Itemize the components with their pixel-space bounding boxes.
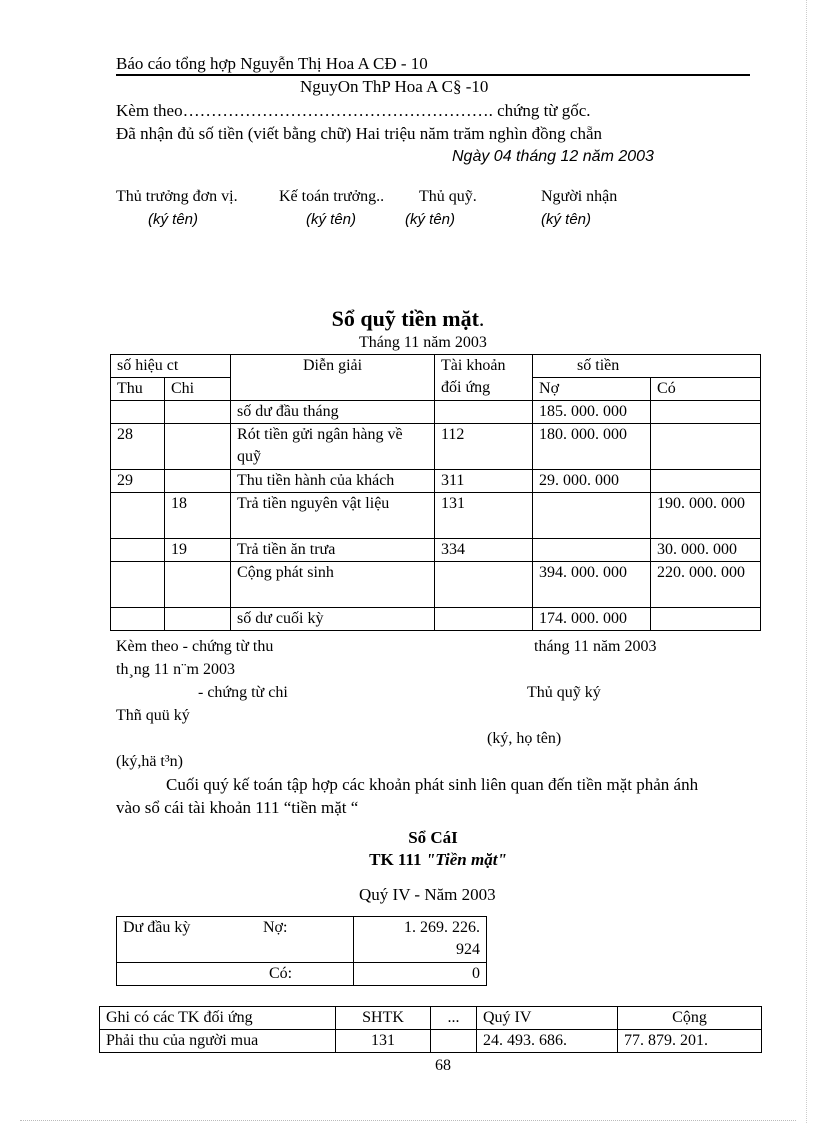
ledger-account-prefix: TK 111 [369, 850, 426, 869]
ledger-period: Quý IV - Năm 2003 [359, 885, 496, 904]
cashbook-table [110, 354, 761, 631]
opening-credit-label-cell [117, 963, 354, 986]
cell-chi [165, 562, 231, 608]
header-credit: Có [651, 378, 761, 401]
table-row [111, 562, 761, 608]
cashbook-title-dot: . [478, 306, 485, 331]
opening-credit-row [117, 963, 487, 986]
header-account-line1: Tài khoản [441, 357, 506, 374]
ledger-cell-account-name: Phải thu của người mua [100, 1030, 336, 1053]
opening-label: Dư đầu kỳ [123, 919, 191, 936]
table-row [111, 401, 761, 424]
cell-account: 131 [435, 493, 533, 539]
opening-debit-row [117, 917, 487, 963]
opening-balance-table [116, 916, 487, 986]
ledger-header-total: Cộng [618, 1007, 762, 1030]
header-thu: Thu [111, 378, 165, 401]
signer-role-receiver: Người nhận [541, 188, 618, 205]
cell-thu [111, 493, 165, 539]
cell-credit: 190. 000. 000 [651, 493, 761, 539]
cell-credit: 220. 000. 000 [651, 562, 761, 608]
opening-debit-value-line2: 924 [456, 941, 480, 958]
opening-debit-label: Nợ: [263, 919, 288, 936]
page-bottom-border [20, 1120, 796, 1121]
receipt-attached-line: Kèm theo………………………………………………. chứng từ gốc. [116, 101, 591, 120]
cell-debit [533, 493, 651, 539]
cell-account [435, 401, 533, 424]
cell-credit: 30. 000. 000 [651, 539, 761, 562]
cell-account [435, 562, 533, 608]
signer-sign-receiver: (ký tên) [541, 211, 592, 228]
cell-chi [165, 470, 231, 493]
header-debit: Nợ [533, 378, 651, 401]
receipt-date: Ngày 04 tháng 12 năm 2003 [452, 148, 654, 165]
sign-name-hint-garbled: (ký,hä t³n) [116, 753, 183, 770]
ledger-header-row [100, 1007, 762, 1030]
ledger-account-name: "Tiền mặt" [425, 850, 507, 869]
ledger-cell-ellipsis [431, 1030, 477, 1053]
cell-account [435, 608, 533, 631]
header-account [435, 355, 533, 401]
cell-desc: Rót tiền gửi ngân hàng về quỹ [231, 424, 435, 470]
cashier-sign-label: Thủ quỹ ký [527, 684, 601, 701]
cell-account: 334 [435, 539, 533, 562]
ledger-header-shtk: SHTK [336, 1007, 431, 1030]
cell-chi: 19 [165, 539, 231, 562]
summary-paragraph-line2: vào sổ cái tài khoản 111 “tiền mặt “ [116, 798, 359, 817]
cell-thu [111, 401, 165, 424]
signer-role-head: Thủ trưởng đơn vị. [116, 188, 238, 205]
attachments-month-garbled: th¸ng 11 n¨m 2003 [116, 661, 235, 678]
cell-desc: số dư cuối kỳ [231, 608, 435, 631]
cell-account: 112 [435, 424, 533, 470]
cell-desc: Trả tiền ăn trưa [231, 539, 435, 562]
sign-name-hint: (ký, họ tên) [487, 730, 562, 747]
cell-thu [111, 539, 165, 562]
ledger-cell-shtk: 131 [336, 1030, 431, 1053]
header-amount: số tiền [533, 355, 761, 378]
cell-chi [165, 424, 231, 470]
table-row [111, 424, 761, 470]
cashbook-period: Tháng 11 năm 2003 [359, 334, 487, 351]
report-header-subtitle: NguyOn ThP Hoa A C§ -10 [300, 77, 489, 96]
cell-chi [165, 608, 231, 631]
cell-chi [165, 401, 231, 424]
cell-desc: Cộng phát sinh [231, 562, 435, 608]
table-row [100, 1030, 762, 1053]
ledger-header-q4: Quý IV [477, 1007, 618, 1030]
cell-debit: 185. 000. 000 [533, 401, 651, 424]
cell-account: 311 [435, 470, 533, 493]
report-header-title: Báo cáo tổng hợp Nguyễn Thị Hoa A CĐ - 10 [116, 54, 428, 73]
table-row [111, 539, 761, 562]
cashbook-title-text: Sổ quỹ tiền mặt [331, 306, 479, 331]
signer-sign-head: (ký tên) [148, 211, 199, 228]
cell-desc: Thu tiền hành của khách [231, 470, 435, 493]
header-doc-no: số hiệu ct [111, 355, 231, 378]
header-chi: Chi [165, 378, 231, 401]
cell-chi: 18 [165, 493, 231, 539]
cell-debit: 174. 000. 000 [533, 608, 651, 631]
cell-credit [651, 608, 761, 631]
cell-thu [111, 562, 165, 608]
cashier-sign-label-garbled: Thñ quü ký [116, 707, 190, 724]
signer-role-chief-accountant: Kế toán trưởng.. [279, 188, 385, 205]
ledger-title: Sổ CáI [408, 828, 458, 847]
cell-debit: 394. 000. 000 [533, 562, 651, 608]
opening-debit-value-line1: 1. 269. 226. [404, 919, 480, 936]
opening-debit-label-cell [117, 917, 354, 963]
header-rule [116, 74, 750, 76]
signer-sign-chief-accountant: (ký tên) [306, 211, 357, 228]
table-row [111, 608, 761, 631]
header-account-line2: đối ứng [441, 379, 491, 396]
cell-thu [111, 608, 165, 631]
table-row [111, 470, 761, 493]
receipt-amount-words: Đã nhận đủ số tiền (viết bằng chữ) Hai triệu năm trăm nghìn đồng chẵn [116, 124, 603, 143]
ledger-account [0, 850, 816, 870]
page-number: 68 [435, 1057, 451, 1074]
cell-thu: 28 [111, 424, 165, 470]
page-right-border [806, 0, 807, 1123]
attachments-receipts: Kèm theo - chứng từ thu [116, 638, 274, 655]
ledger-cell-total: 77. 879. 201. [618, 1030, 762, 1053]
signer-sign-cashier: (ký tên) [405, 211, 456, 228]
header-description: Diễn giải [231, 355, 435, 401]
table-row [111, 493, 761, 539]
ledger-header-ellipsis: ... [431, 1007, 477, 1030]
cell-desc: số dư đầu tháng [231, 401, 435, 424]
cell-credit [651, 470, 761, 493]
opening-credit-label: Có: [269, 965, 293, 982]
cell-credit [651, 401, 761, 424]
summary-paragraph-line1: Cuối quý kế toán tập hợp các khoản phát sinh liên quan đến tiền mặt phản ánh [166, 775, 699, 794]
cell-debit: 29. 000. 000 [533, 470, 651, 493]
attachments-payments: - chứng từ chi [198, 684, 288, 701]
opening-credit-value: 0 [354, 963, 487, 986]
cell-thu: 29 [111, 470, 165, 493]
cashbook-title [0, 306, 816, 332]
signer-role-cashier: Thủ quỹ. [419, 188, 477, 205]
attachments-month: tháng 11 năm 2003 [534, 638, 657, 655]
cell-credit [651, 424, 761, 470]
cell-desc: Trả tiền nguyên vật liệu [231, 493, 435, 539]
cell-debit: 180. 000. 000 [533, 424, 651, 470]
ledger-cell-q4: 24. 493. 686. [477, 1030, 618, 1053]
ledger-header-counter-accounts: Ghi có các TK đối ứng [100, 1007, 336, 1030]
opening-debit-value [354, 917, 487, 963]
ledger-table [99, 1006, 762, 1053]
cell-debit [533, 539, 651, 562]
table-header-row [111, 355, 761, 378]
